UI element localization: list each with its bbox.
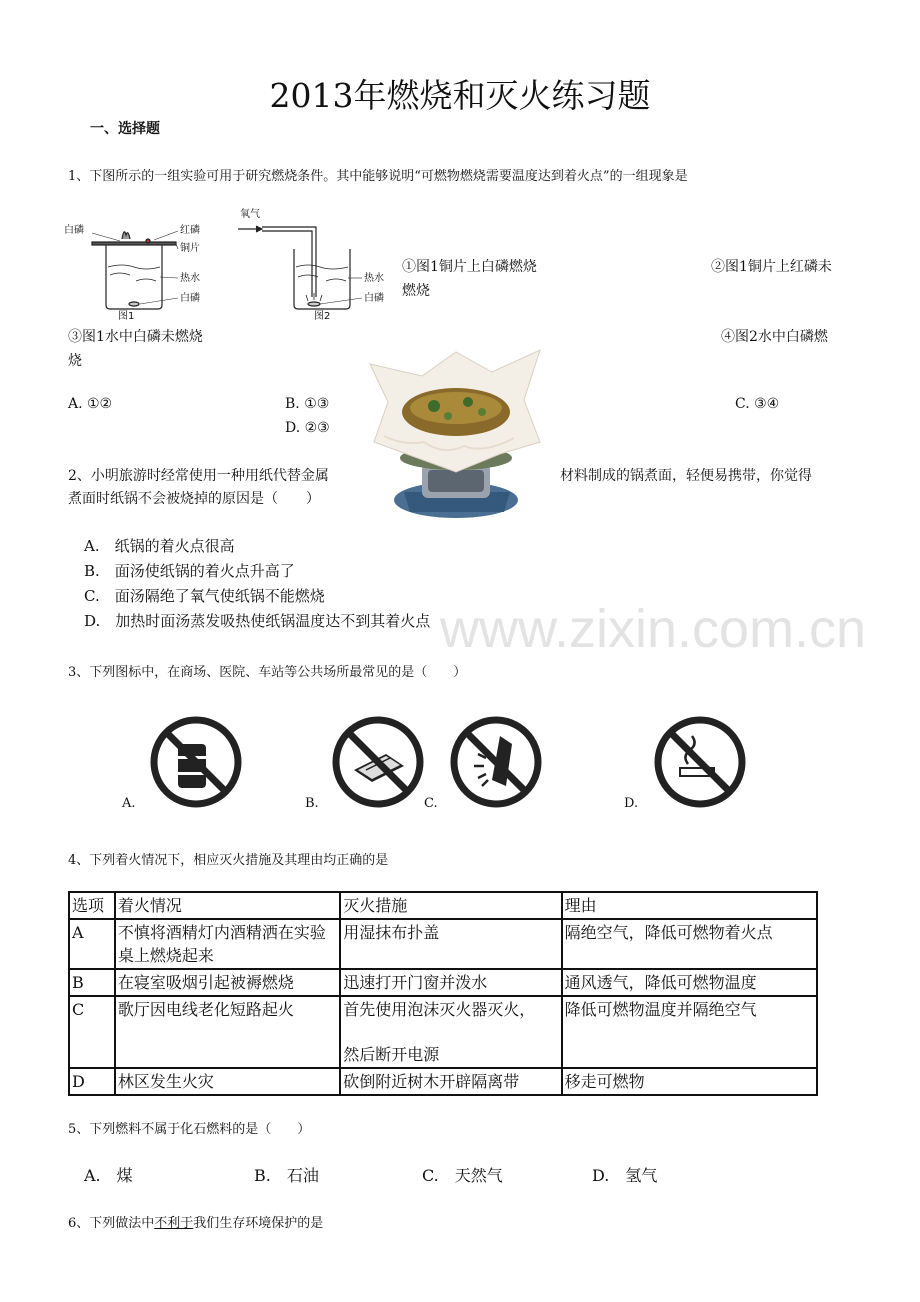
no-flammable-barrel-sign-icon <box>148 714 244 810</box>
q2-option-c[interactable]: C. 面汤隔绝了氧气使纸锅不能燃烧 <box>84 587 325 605</box>
q5-stem: 5、下列燃料不属于化石燃料的是（ ） <box>68 1122 311 1137</box>
q1-option-c[interactable]: C. ③④ <box>735 396 780 412</box>
table-row <box>69 919 817 969</box>
q3-label-c[interactable]: C. <box>424 796 438 811</box>
q6-stem-post: 我们生存环境保护的是 <box>193 1216 324 1231</box>
fig2-label-hot-water: 热水 <box>364 273 384 284</box>
watermark: www.zixin.com.cn <box>440 599 867 659</box>
q1-item-4-cont: 烧 <box>68 353 82 369</box>
q1-option-b[interactable]: B. ①③ <box>285 396 330 412</box>
table-header-cell: 理由 <box>562 892 817 919</box>
table-cell: 林区发生火灾 <box>115 1068 340 1095</box>
fig2-label-oxygen: 氧气 <box>240 209 260 220</box>
q1-option-a[interactable]: A. ①② <box>68 396 113 412</box>
table-cell: 隔绝空气，降低可燃物着火点 <box>562 919 817 969</box>
q5-option-a[interactable]: A. 煤 <box>84 1166 133 1185</box>
q2-stem-right: 材料制成的锅煮面，轻便易携带，你觉得 <box>560 468 812 484</box>
table-cell: 降低可燃物温度并隔绝空气 <box>562 996 817 1068</box>
q4-stem: 4、下列着火情况下，相应灭火措施及其理由均正确的是 <box>68 853 389 868</box>
fig2-caption: 图2 <box>314 311 331 322</box>
table-header-cell: 灭火措施 <box>340 892 561 919</box>
q1-item-3: ③图1水中白磷未燃烧 <box>68 329 203 345</box>
table-cell <box>340 996 561 1068</box>
q6-stem-emphasis: 不利于 <box>154 1216 194 1231</box>
q3-label-b[interactable]: B. <box>305 796 319 811</box>
q1-option-d[interactable]: D. ②③ <box>285 420 330 436</box>
q5-option-b[interactable]: B. 石油 <box>254 1166 319 1185</box>
q2-option-d[interactable]: D. 加热时面汤蒸发吸热使纸锅温度达不到其着火点 <box>84 612 431 630</box>
table-cell: 砍倒附近树木开辟隔离带 <box>340 1068 561 1095</box>
table-cell: C <box>69 996 115 1068</box>
table-cell: D <box>69 1068 115 1095</box>
table-cell-line: 首先使用泡沫灭火器灭火， <box>343 1000 536 1019</box>
q4-table <box>68 891 818 1096</box>
table-row <box>69 996 817 1068</box>
page-title: 2013年燃烧和灭火练习题 <box>269 76 651 115</box>
q3-label-a[interactable]: A. <box>122 796 136 811</box>
fig1-beaker <box>106 245 162 309</box>
q1-item-1: ①图1铜片上白磷燃烧 <box>402 259 537 275</box>
table-header-cell: 选项 <box>69 892 115 919</box>
paper-pot-photo <box>364 346 546 524</box>
table-cell-line: 然后断开电源 <box>343 1045 440 1064</box>
table-cell: 移走可燃物 <box>562 1068 817 1095</box>
fig1-label-white-p-water: 白磷 <box>180 293 200 304</box>
table-cell: B <box>69 969 115 996</box>
no-smoking-sign-icon <box>652 714 748 810</box>
fig1-label-hot-water: 热水 <box>180 273 200 284</box>
table-cell: 不慎将酒精灯内酒精洒在实验桌上燃烧起来 <box>115 919 340 969</box>
table-header-row <box>69 892 817 919</box>
fig1-caption: 图1 <box>118 311 135 322</box>
fig2-label-white-p: 白磷 <box>364 293 384 304</box>
table-row <box>69 1068 817 1095</box>
section-heading: 一、选择题 <box>90 121 160 137</box>
q1-item-2-cont: 燃烧 <box>402 283 430 299</box>
q2-stem-left: 2、小明旅游时经常使用一种用纸代替金属 <box>68 468 329 484</box>
table-cell: 迅速打开门窗并泼水 <box>340 969 561 996</box>
q1-item-2: ②图1铜片上红磷未 <box>711 259 832 275</box>
q3-stem: 3、下列图标中，在商场、医院、车站等公共场所最常见的是（ ） <box>68 665 467 680</box>
table-row <box>69 969 817 996</box>
q5-option-c[interactable]: C. 天然气 <box>422 1166 503 1185</box>
fig1-flame-icon <box>122 232 130 239</box>
table-cell: 用湿抹布扑盖 <box>340 919 561 969</box>
q1-stem: 1、下图所示的一组实验可用于研究燃烧条件。其中能够说明“可燃物燃烧需要温度达到着火点”的一组现象是 <box>68 169 688 184</box>
no-matches-sign-icon <box>330 714 426 810</box>
fig2-beaker <box>294 249 350 309</box>
q2-option-a[interactable]: A. 纸锅的着火点很高 <box>84 537 235 555</box>
q6-stem-pre: 6、下列做法中 <box>68 1216 155 1231</box>
q5-option-d[interactable]: D. 氢气 <box>592 1166 658 1185</box>
q2-option-b[interactable]: B. 面汤使纸锅的着火点升高了 <box>84 562 295 580</box>
fig1-label-copper: 铜片 <box>180 243 200 254</box>
fig1-copper-plate <box>92 242 176 245</box>
fig1-label-red-p: 红磷 <box>180 225 200 236</box>
fig1-label-white-p: 白磷 <box>64 225 84 236</box>
table-cell: 歌厅因电线老化短路起火 <box>115 996 340 1068</box>
q1-item-4: ④图2水中白磷燃 <box>721 329 828 345</box>
q2-stem-line2: 煮面时纸锅不会被烧掉的原因是（ ） <box>68 491 320 507</box>
q6-stem <box>68 1212 323 1231</box>
q3-label-d[interactable]: D. <box>624 796 639 811</box>
table-header-cell: 着火情况 <box>115 892 340 919</box>
table-cell: A <box>69 919 115 969</box>
q1-experiment-figure <box>62 205 392 325</box>
table-cell: 通风透气，降低可燃物温度 <box>562 969 817 996</box>
fig2-gas-tube <box>262 227 316 297</box>
no-fireworks-sign-icon <box>448 714 544 810</box>
table-cell: 在寝室吸烟引起被褥燃烧 <box>115 969 340 996</box>
